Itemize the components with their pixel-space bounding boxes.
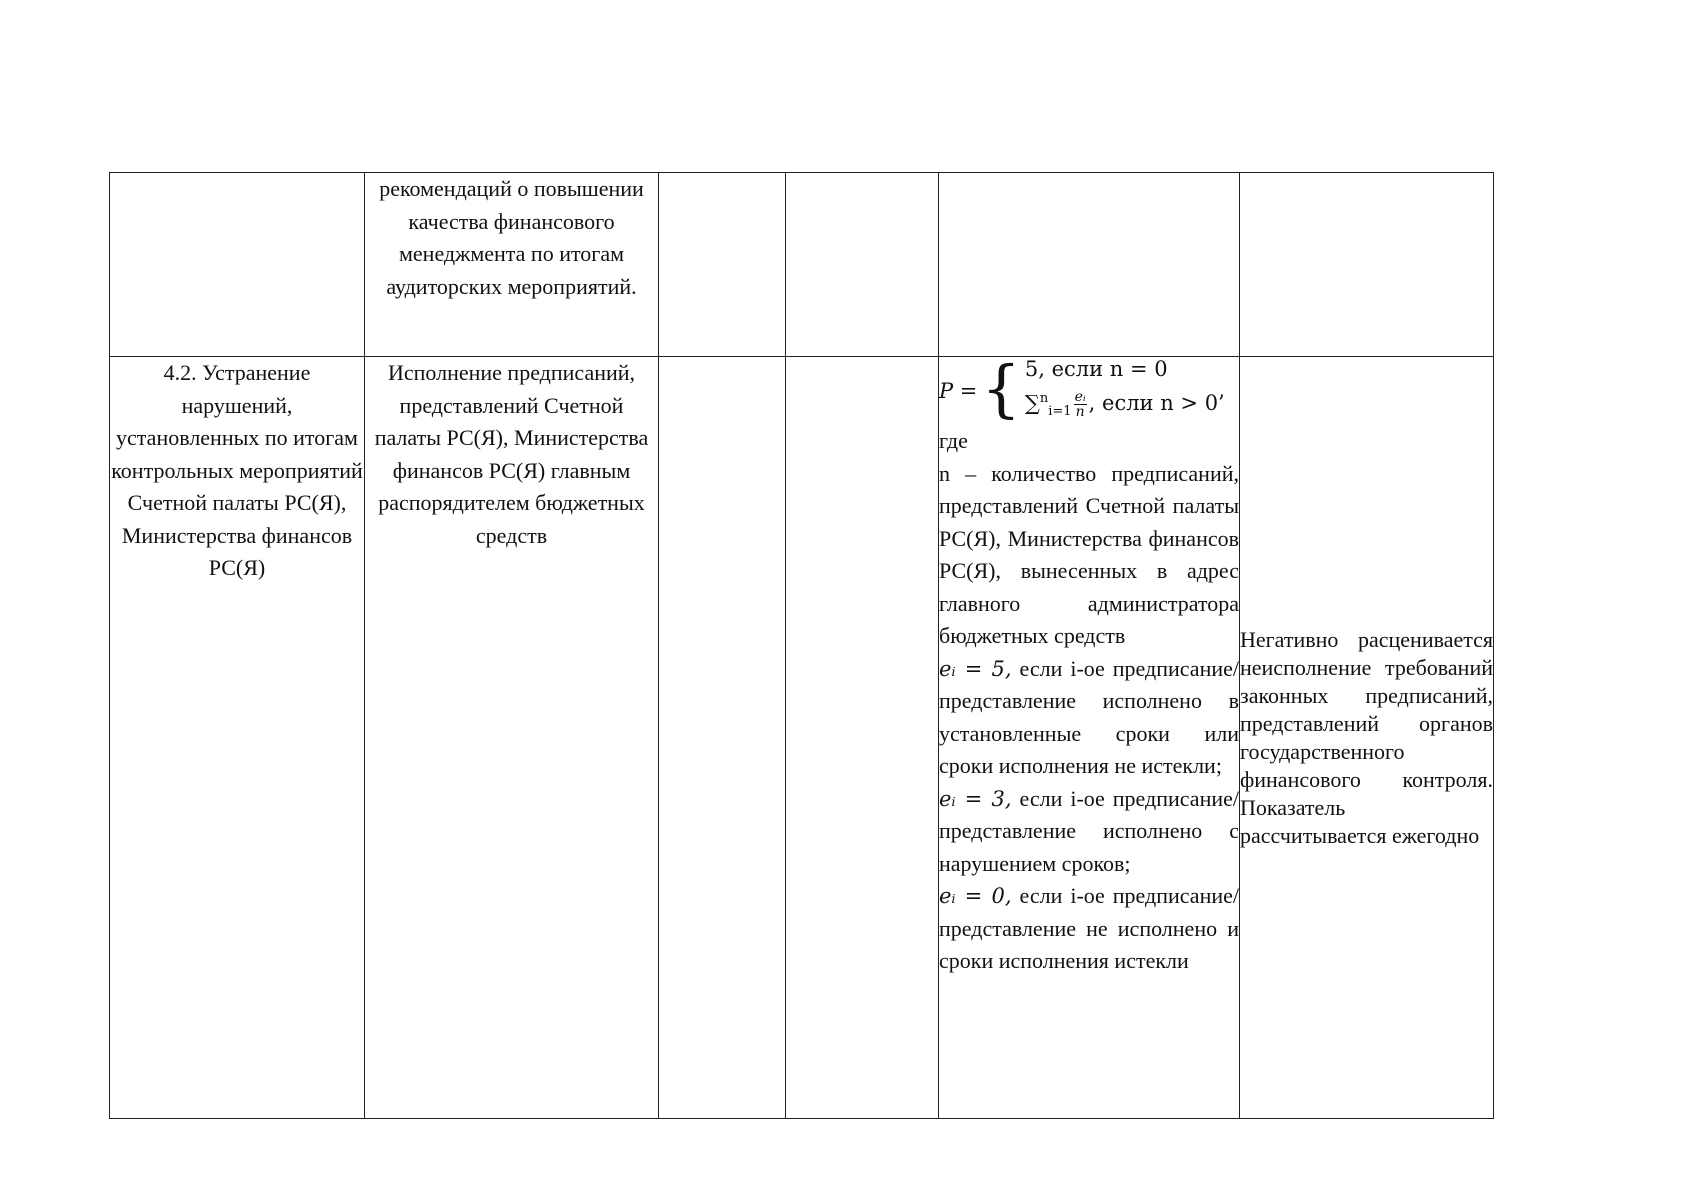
table-cell-indicator-continuation <box>365 173 659 357</box>
e0-definition <box>939 880 1239 978</box>
table-row <box>110 357 1494 1119</box>
formula-lhs: P = <box>939 378 978 403</box>
table-cell-indicator-name <box>365 357 659 1119</box>
n-definition: n – количество предписаний, представлений Счетной палаты РС(Я), Министерства финансов РС(Я), вынесенных в адрес главного администратора бюджетных средств <box>939 460 1239 648</box>
table-row <box>110 173 1494 357</box>
sum-upper: n <box>1039 391 1049 407</box>
e0-text: если i-ое предписание/ представление не исполнено и сроки исполнения истекли <box>939 883 1239 973</box>
sum-lower: i=1 <box>1048 404 1072 420</box>
table-cell-item-title <box>110 357 365 1119</box>
e3-definition <box>939 783 1239 881</box>
indicator-table <box>109 172 1494 1119</box>
formula-p <box>939 352 1239 425</box>
where-label: где <box>939 428 968 453</box>
indicator-name-text: Исполнение предписаний, представлений Счетной палаты РС(Я), Министерства финансов РС(Я) главным распорядителем бюджетных средств <box>374 360 649 548</box>
brace-icon: { <box>981 352 1021 425</box>
e3-text: если i-ое предписание/представление исполнено с нарушением сроков; <box>939 785 1239 876</box>
e0-math: eᵢ = 0, <box>939 884 1012 908</box>
fraction-numerator: eᵢ <box>1074 389 1086 406</box>
table-cell-empty <box>659 357 786 1119</box>
cell-text: рекомендаций о повышении качества финансового менеджмента по итогам аудиторских мероприятий. <box>379 176 644 299</box>
item-title-text: 4.2. Устранение нарушений, установленных по итогам контрольных мероприятий Счетной палаты РС(Я), Министерства финансов РС(Я) <box>111 360 363 580</box>
formula-case-2-suffix: , если n > 0’ <box>1088 391 1225 416</box>
formula-case-1: 5, если n = 0 <box>1024 357 1168 382</box>
table-cell-formula <box>939 352 1240 1119</box>
e5-definition <box>939 653 1239 783</box>
fraction-denominator: n <box>1075 404 1085 421</box>
e5-text: если i-ое предписание/представление исполнено в установленные сроки или сроки исполнения не истекли; <box>939 655 1239 778</box>
table-cell-notes <box>1240 357 1494 1119</box>
fraction <box>1074 390 1087 419</box>
e5-math: eᵢ = 5, <box>939 656 1012 681</box>
table-cell-empty <box>786 173 939 357</box>
table-cell-empty <box>110 173 365 357</box>
table-cell-empty <box>1240 173 1494 357</box>
table-cell-empty <box>659 173 786 357</box>
e3-math: eᵢ = 3, <box>939 786 1012 811</box>
formula-case-2 <box>1025 384 1225 427</box>
formula-cases <box>1025 354 1225 427</box>
notes-text: Негативно расценивается неисполнение требований законных предписаний, представлений органов государственного финансового контроля. Показатель рассчитывается ежегодно <box>1240 626 1493 848</box>
sum-sign: ∑ <box>1024 391 1040 416</box>
table-cell-empty <box>786 357 939 1119</box>
table-cell-empty <box>939 173 1240 357</box>
